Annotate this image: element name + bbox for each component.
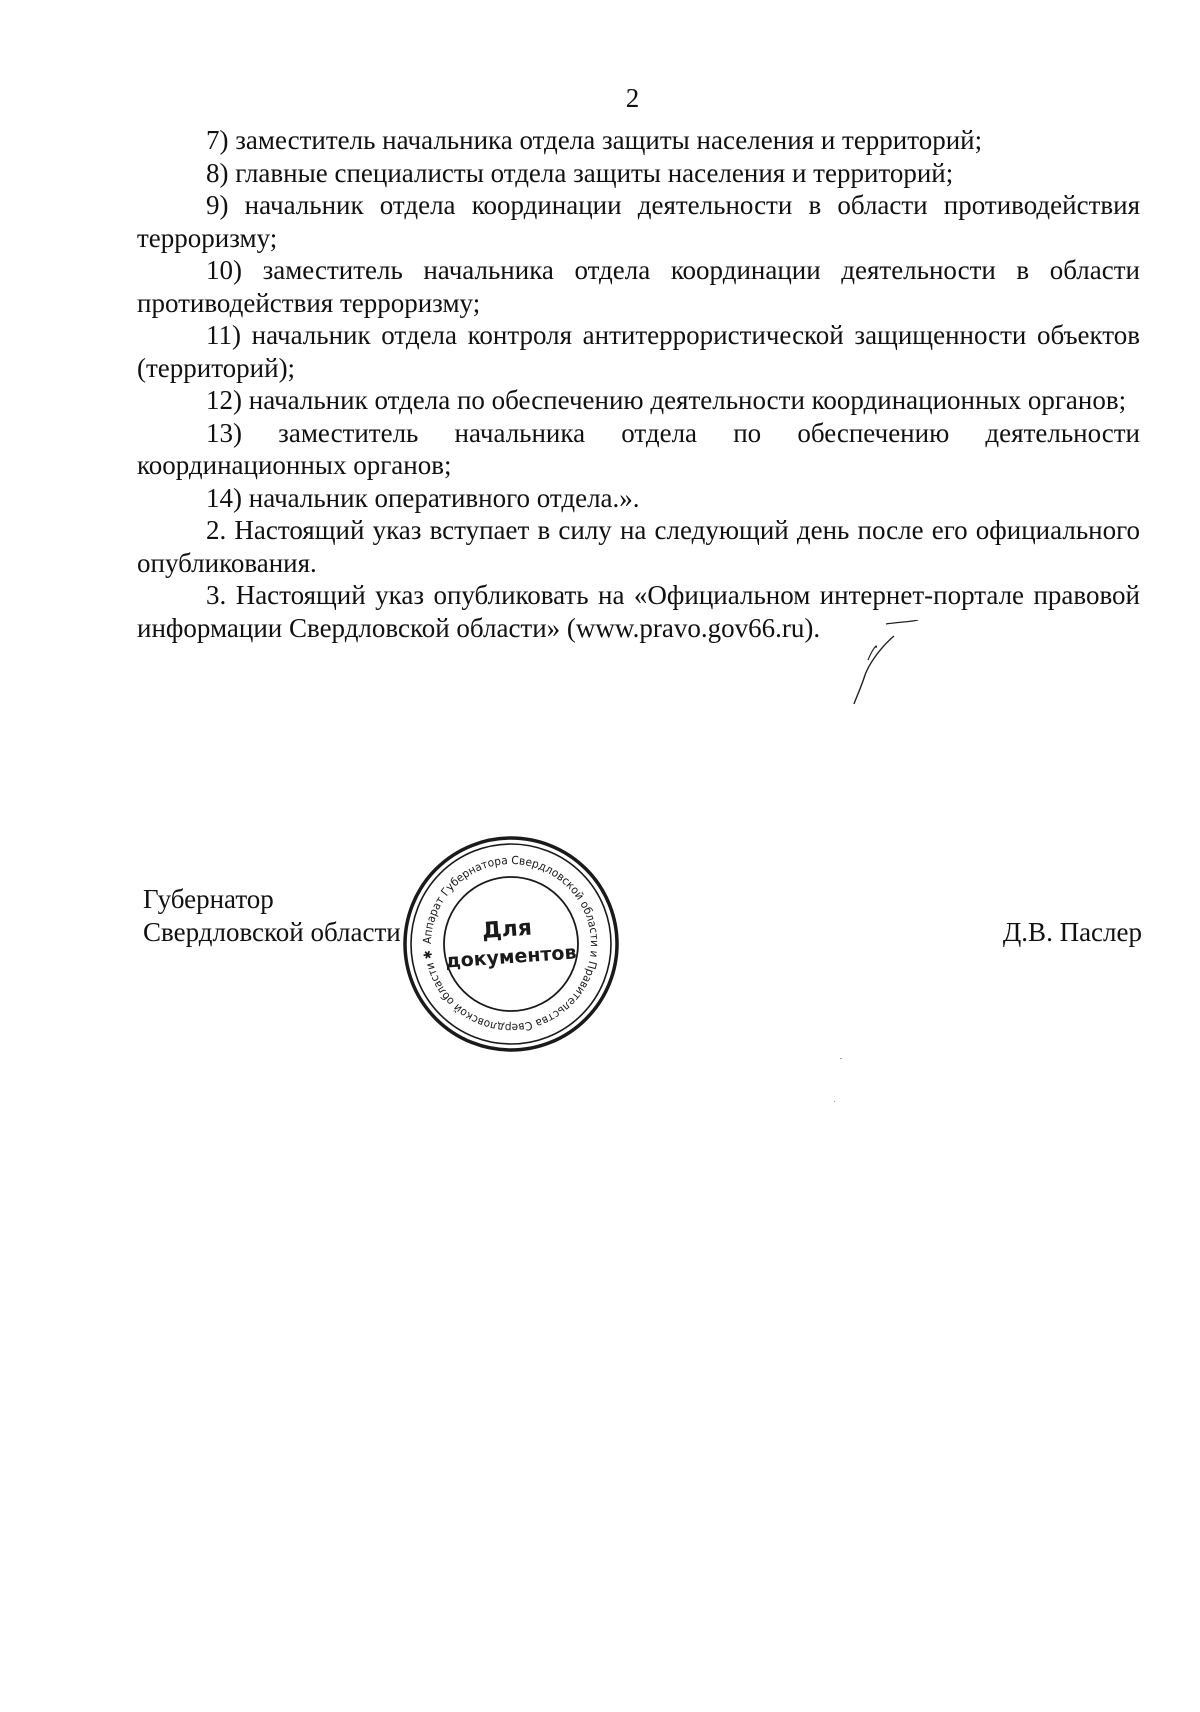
seal-ring-text: Аппарат Губернатора Свердловской области и Правительства Свердловской области ✱ bbox=[420, 853, 602, 1035]
official-seal bbox=[400, 833, 622, 1055]
handwritten-signature bbox=[846, 620, 946, 720]
clause-2: 2. Настоящий указ вступает в силу на следующий день после его официального опубликования. bbox=[137, 515, 1140, 578]
scan-speck bbox=[834, 1101, 835, 1102]
scan-speck bbox=[840, 1058, 842, 1059]
list-item-11: 11) начальник отдела контроля антитеррористической защищенности объектов (территорий); bbox=[137, 320, 1140, 383]
signatory-title bbox=[143, 883, 401, 949]
document-body bbox=[137, 124, 1140, 644]
list-item-12: 12) начальник отдела по обеспечению деятельности координационных органов; bbox=[206, 385, 1127, 415]
seal-center-line-2: документов bbox=[444, 941, 578, 973]
page-number: 2 bbox=[625, 83, 640, 113]
list-item-9: 9) начальник отдела координации деятельности в области противодействия терроризму; bbox=[137, 190, 1140, 253]
signatory-title-line-2: Свердловской области bbox=[143, 917, 401, 947]
list-item-10: 10) заместитель начальника отдела координации деятельности в области противодействия терроризму; bbox=[137, 255, 1140, 318]
signatory-name: Д.В. Паслер bbox=[1002, 917, 1142, 947]
list-item-13: 13) заместитель начальника отдела по обеспечению деятельности координационных органов; bbox=[137, 417, 1140, 480]
signatory-title-line-1: Губернатор bbox=[143, 884, 274, 914]
clause-3: 3. Настоящий указ опубликовать на «Официальном интернет-портале правовой информации Свердловской области» (www.pravo.gov66.ru). bbox=[137, 580, 1140, 643]
list-item-8: 8) главные специалисты отдела защиты населения и территорий; bbox=[206, 157, 954, 188]
seal-center-line-1: Для bbox=[481, 915, 533, 944]
list-item-14: 14) начальник оперативного отдела.». bbox=[206, 482, 640, 513]
list-item-7: 7) заместитель начальника отдела защиты населения и территорий; bbox=[206, 125, 983, 155]
